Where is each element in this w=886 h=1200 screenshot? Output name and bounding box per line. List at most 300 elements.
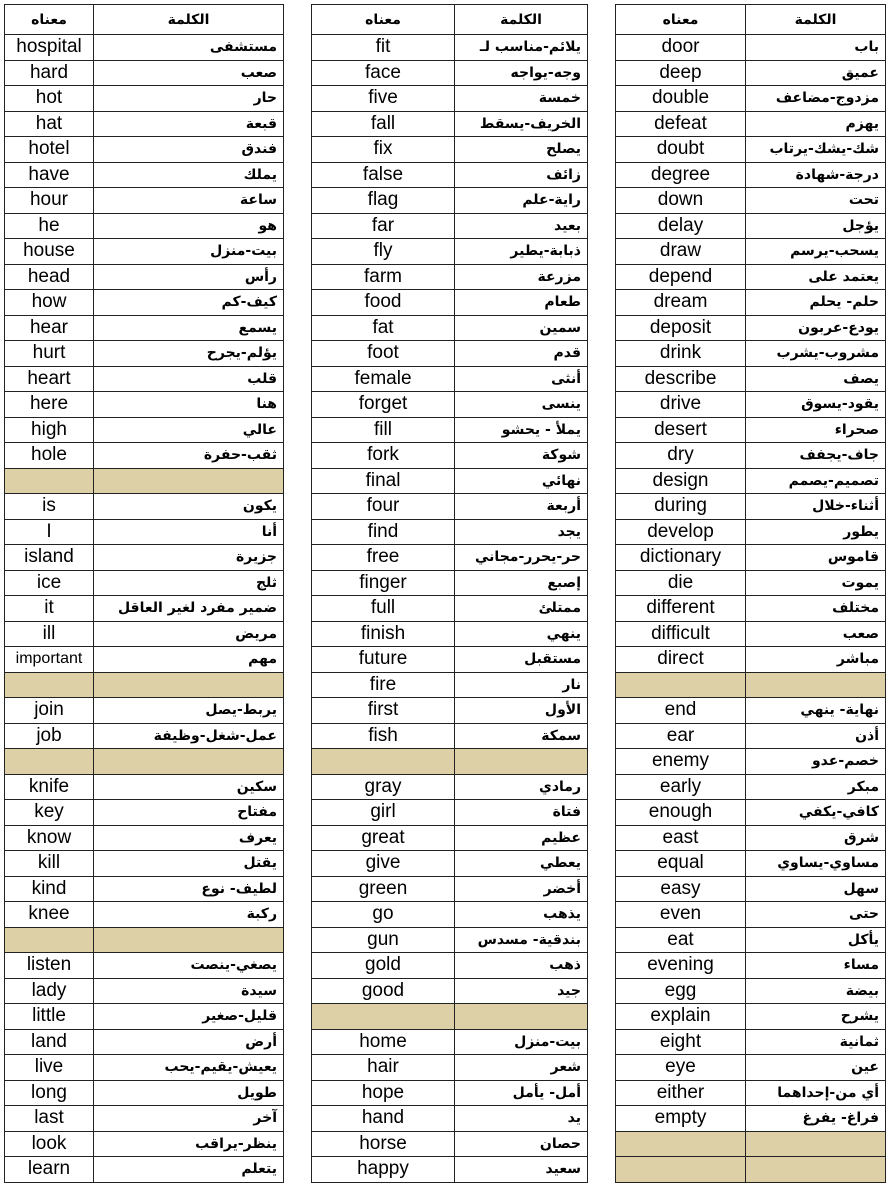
arabic-meaning-cell: الأول bbox=[455, 698, 588, 724]
table-row bbox=[312, 800, 588, 826]
english-word-cell: listen bbox=[5, 953, 94, 979]
arabic-meaning-cell: سعيد bbox=[455, 1157, 588, 1183]
separator-row bbox=[616, 1157, 886, 1183]
english-word-cell: different bbox=[616, 596, 746, 622]
arabic-meaning-cell: نار bbox=[455, 672, 588, 698]
table-row bbox=[312, 137, 588, 163]
arabic-meaning-cell: يلائم-مناسب لـ bbox=[455, 35, 588, 61]
table-row bbox=[5, 1131, 284, 1157]
english-word-cell: direct bbox=[616, 647, 746, 673]
table-row bbox=[5, 86, 284, 112]
table-row bbox=[312, 60, 588, 86]
english-word-cell: find bbox=[312, 519, 455, 545]
english-word-cell: five bbox=[312, 86, 455, 112]
arabic-meaning-cell: أنا bbox=[94, 519, 284, 545]
arabic-meaning-cell: فراغ- يفرغ bbox=[746, 1106, 886, 1132]
meaning-header: معناه bbox=[616, 5, 746, 35]
arabic-meaning-cell: رأس bbox=[94, 264, 284, 290]
english-word-cell: deep bbox=[616, 60, 746, 86]
english-word-cell: lady bbox=[5, 978, 94, 1004]
table-row bbox=[5, 443, 284, 469]
english-word-cell: depend bbox=[616, 264, 746, 290]
table-row bbox=[616, 647, 886, 673]
table-row bbox=[312, 927, 588, 953]
table-row bbox=[616, 494, 886, 520]
table-row bbox=[616, 519, 886, 545]
english-word-cell: finger bbox=[312, 570, 455, 596]
table-row bbox=[312, 1055, 588, 1081]
table-row bbox=[5, 366, 284, 392]
english-word-cell: door bbox=[616, 35, 746, 61]
english-word-cell: long bbox=[5, 1080, 94, 1106]
english-word-cell: good bbox=[312, 978, 455, 1004]
table-row bbox=[616, 366, 886, 392]
separator-row bbox=[5, 927, 284, 953]
table-row bbox=[5, 341, 284, 367]
arabic-meaning-cell: أنثى bbox=[455, 366, 588, 392]
table-row bbox=[616, 953, 886, 979]
english-word-cell: draw bbox=[616, 239, 746, 265]
arabic-meaning-cell: فتاة bbox=[455, 800, 588, 826]
arabic-meaning-cell: حر-يحرر-مجاني bbox=[455, 545, 588, 571]
english-word-cell: face bbox=[312, 60, 455, 86]
arabic-meaning-cell: ثقب-حفرة bbox=[94, 443, 284, 469]
arabic-meaning-cell: يؤلم-يجرح bbox=[94, 341, 284, 367]
arabic-meaning-cell: يطور bbox=[746, 519, 886, 545]
arabic-meaning-cell: عين bbox=[746, 1055, 886, 1081]
table-row bbox=[5, 417, 284, 443]
english-word-cell: last bbox=[5, 1106, 94, 1132]
arabic-meaning-cell: زائف bbox=[455, 162, 588, 188]
english-word-cell: dictionary bbox=[616, 545, 746, 571]
word-header: الكلمة bbox=[94, 5, 284, 35]
english-word-cell: ice bbox=[5, 570, 94, 596]
table-row bbox=[616, 621, 886, 647]
english-word-cell: eight bbox=[616, 1029, 746, 1055]
arabic-meaning-cell: مساوي-يساوي bbox=[746, 851, 886, 877]
table-row bbox=[616, 290, 886, 316]
table-row bbox=[5, 137, 284, 163]
table-row bbox=[5, 239, 284, 265]
english-word-cell: head bbox=[5, 264, 94, 290]
table-row bbox=[616, 749, 886, 775]
arabic-meaning-cell: لطيف- نوع bbox=[94, 876, 284, 902]
arabic-meaning-cell: خمسة bbox=[455, 86, 588, 112]
table-row bbox=[312, 978, 588, 1004]
arabic-meaning-cell: يصلح bbox=[455, 137, 588, 163]
english-word-cell: hurt bbox=[5, 341, 94, 367]
english-word-cell: hear bbox=[5, 315, 94, 341]
table-row bbox=[616, 417, 886, 443]
table-row bbox=[616, 596, 886, 622]
english-word-cell: four bbox=[312, 494, 455, 520]
table-row bbox=[5, 953, 284, 979]
arabic-meaning-cell: الخريف-يسقط bbox=[455, 111, 588, 137]
table-row bbox=[312, 443, 588, 469]
english-word-cell: desert bbox=[616, 417, 746, 443]
english-word-cell: happy bbox=[312, 1157, 455, 1183]
arabic-meaning-cell: شك-يشك-يرتاب bbox=[746, 137, 886, 163]
table-row bbox=[616, 1080, 886, 1106]
table-row bbox=[616, 774, 886, 800]
english-word-cell: defeat bbox=[616, 111, 746, 137]
table-row bbox=[312, 239, 588, 265]
arabic-meaning-cell: ذهب bbox=[455, 953, 588, 979]
meaning-header: معناه bbox=[5, 5, 94, 35]
english-word-cell: fork bbox=[312, 443, 455, 469]
table-row bbox=[616, 723, 886, 749]
arabic-meaning-cell: حار bbox=[94, 86, 284, 112]
english-word-cell: drive bbox=[616, 392, 746, 418]
arabic-meaning-cell: يربط-يصل bbox=[94, 698, 284, 724]
arabic-meaning-cell: طعام bbox=[455, 290, 588, 316]
english-word-cell: describe bbox=[616, 366, 746, 392]
english-word-cell: gray bbox=[312, 774, 455, 800]
english-word-cell: learn bbox=[5, 1157, 94, 1183]
english-word-cell: empty bbox=[616, 1106, 746, 1132]
english-word-cell: hole bbox=[5, 443, 94, 469]
arabic-meaning-cell: جزيرة bbox=[94, 545, 284, 571]
arabic-meaning-cell: قدم bbox=[455, 341, 588, 367]
arabic-meaning-cell: أثناء-خلال bbox=[746, 494, 886, 520]
english-word-cell: look bbox=[5, 1131, 94, 1157]
arabic-meaning-cell: يعتمد على bbox=[746, 264, 886, 290]
table-row bbox=[312, 162, 588, 188]
english-word-cell: drink bbox=[616, 341, 746, 367]
english-word-cell: heart bbox=[5, 366, 94, 392]
arabic-meaning-cell: آخر bbox=[94, 1106, 284, 1132]
arabic-meaning-cell: مريض bbox=[94, 621, 284, 647]
arabic-meaning-cell: يكون bbox=[94, 494, 284, 520]
arabic-meaning-cell: قاموس bbox=[746, 545, 886, 571]
english-word-cell: eat bbox=[616, 927, 746, 953]
separator-row bbox=[616, 1131, 886, 1157]
arabic-meaning-cell: نهاية- ينهي bbox=[746, 698, 886, 724]
table-row bbox=[616, 800, 886, 826]
arabic-meaning-cell: يشرح bbox=[746, 1004, 886, 1030]
arabic-meaning-cell: يموت bbox=[746, 570, 886, 596]
table-row bbox=[5, 162, 284, 188]
table-row bbox=[5, 60, 284, 86]
arabic-meaning-cell: يد bbox=[455, 1106, 588, 1132]
english-word-cell: hand bbox=[312, 1106, 455, 1132]
arabic-meaning-cell: أمل- يأمل bbox=[455, 1080, 588, 1106]
separator-cell bbox=[94, 468, 284, 494]
table-row bbox=[5, 1029, 284, 1055]
table-row bbox=[616, 1029, 886, 1055]
english-word-cell: live bbox=[5, 1055, 94, 1081]
arabic-meaning-cell: عميق bbox=[746, 60, 886, 86]
table-row bbox=[616, 851, 886, 877]
table-row bbox=[616, 111, 886, 137]
arabic-meaning-cell: حتى bbox=[746, 902, 886, 928]
arabic-meaning-cell: عالي bbox=[94, 417, 284, 443]
english-word-cell: design bbox=[616, 468, 746, 494]
arabic-meaning-cell: حصان bbox=[455, 1131, 588, 1157]
english-word-cell: explain bbox=[616, 1004, 746, 1030]
arabic-meaning-cell: يسحب-يرسم bbox=[746, 239, 886, 265]
english-word-cell: finish bbox=[312, 621, 455, 647]
word-header: الكلمة bbox=[746, 5, 886, 35]
arabic-meaning-cell: يذهب bbox=[455, 902, 588, 928]
arabic-meaning-cell: هو bbox=[94, 213, 284, 239]
table-row bbox=[5, 264, 284, 290]
arabic-meaning-cell: مختلف bbox=[746, 596, 886, 622]
table-row bbox=[312, 264, 588, 290]
arabic-meaning-cell: حلم- يحلم bbox=[746, 290, 886, 316]
english-word-cell: house bbox=[5, 239, 94, 265]
table-row bbox=[312, 290, 588, 316]
arabic-meaning-cell: فندق bbox=[94, 137, 284, 163]
table-row bbox=[616, 137, 886, 163]
english-word-cell: join bbox=[5, 698, 94, 724]
table-row bbox=[616, 162, 886, 188]
english-word-cell: hard bbox=[5, 60, 94, 86]
separator-cell bbox=[746, 1157, 886, 1183]
english-word-cell: fit bbox=[312, 35, 455, 61]
arabic-meaning-cell: ثلج bbox=[94, 570, 284, 596]
english-word-cell: free bbox=[312, 545, 455, 571]
arabic-meaning-cell: مزدوج-مضاعف bbox=[746, 86, 886, 112]
table-row bbox=[616, 264, 886, 290]
arabic-meaning-cell: ثمانية bbox=[746, 1029, 886, 1055]
english-word-cell: hope bbox=[312, 1080, 455, 1106]
separator-cell bbox=[455, 1004, 588, 1030]
table-row bbox=[312, 213, 588, 239]
table-row bbox=[616, 468, 886, 494]
separator-cell bbox=[5, 468, 94, 494]
table-row bbox=[5, 494, 284, 520]
arabic-meaning-cell: يصف bbox=[746, 366, 886, 392]
english-word-cell: fly bbox=[312, 239, 455, 265]
table-row bbox=[5, 290, 284, 316]
english-word-cell: ear bbox=[616, 723, 746, 749]
table-row bbox=[312, 111, 588, 137]
arabic-meaning-cell: يتعلم bbox=[94, 1157, 284, 1183]
arabic-meaning-cell: أي من-إحداهما bbox=[746, 1080, 886, 1106]
table-row bbox=[5, 111, 284, 137]
english-word-cell: how bbox=[5, 290, 94, 316]
arabic-meaning-cell: أرض bbox=[94, 1029, 284, 1055]
arabic-meaning-cell: أخضر bbox=[455, 876, 588, 902]
arabic-meaning-cell: يأكل bbox=[746, 927, 886, 953]
english-word-cell: false bbox=[312, 162, 455, 188]
table-row bbox=[312, 86, 588, 112]
separator-cell bbox=[455, 749, 588, 775]
arabic-meaning-cell: نهائي bbox=[455, 468, 588, 494]
table-row bbox=[312, 774, 588, 800]
english-word-cell: enemy bbox=[616, 749, 746, 775]
separator-cell bbox=[94, 927, 284, 953]
table-row bbox=[616, 1055, 886, 1081]
table-row bbox=[312, 1157, 588, 1183]
header-row bbox=[312, 5, 588, 35]
table-row bbox=[5, 570, 284, 596]
table-row bbox=[312, 570, 588, 596]
table-row bbox=[616, 698, 886, 724]
table-row bbox=[5, 825, 284, 851]
english-word-cell: final bbox=[312, 468, 455, 494]
arabic-meaning-cell: مفتاح bbox=[94, 800, 284, 826]
arabic-meaning-cell: قلب bbox=[94, 366, 284, 392]
arabic-meaning-cell: هنا bbox=[94, 392, 284, 418]
table-row bbox=[312, 341, 588, 367]
table-row bbox=[5, 774, 284, 800]
arabic-meaning-cell: ينسى bbox=[455, 392, 588, 418]
arabic-meaning-cell: باب bbox=[746, 35, 886, 61]
english-word-cell: foot bbox=[312, 341, 455, 367]
english-word-cell: fat bbox=[312, 315, 455, 341]
separator-cell bbox=[5, 672, 94, 698]
table-row bbox=[5, 978, 284, 1004]
arabic-meaning-cell: ركبة bbox=[94, 902, 284, 928]
arabic-meaning-cell: مبكر bbox=[746, 774, 886, 800]
table-row bbox=[312, 902, 588, 928]
arabic-meaning-cell: صعب bbox=[746, 621, 886, 647]
arabic-meaning-cell: ممتلئ bbox=[455, 596, 588, 622]
separator-cell bbox=[94, 672, 284, 698]
table-row bbox=[616, 570, 886, 596]
table-row bbox=[5, 698, 284, 724]
table-row bbox=[5, 1080, 284, 1106]
table-row bbox=[312, 851, 588, 877]
english-word-cell: degree bbox=[616, 162, 746, 188]
table-row bbox=[5, 315, 284, 341]
vocab-table-2 bbox=[311, 4, 588, 1183]
arabic-meaning-cell: مستشفى bbox=[94, 35, 284, 61]
table-row bbox=[616, 545, 886, 571]
english-word-cell: enough bbox=[616, 800, 746, 826]
english-word-cell: dry bbox=[616, 443, 746, 469]
table-row bbox=[312, 672, 588, 698]
table-row bbox=[616, 188, 886, 214]
arabic-meaning-cell: أربعة bbox=[455, 494, 588, 520]
vocab-table-1 bbox=[4, 4, 284, 1183]
separator-cell bbox=[616, 1131, 746, 1157]
table-row bbox=[312, 545, 588, 571]
english-word-cell: gun bbox=[312, 927, 455, 953]
arabic-meaning-cell: أذن bbox=[746, 723, 886, 749]
english-word-cell: give bbox=[312, 851, 455, 877]
english-word-cell: difficult bbox=[616, 621, 746, 647]
english-word-cell: either bbox=[616, 1080, 746, 1106]
table-row bbox=[312, 647, 588, 673]
english-word-cell: little bbox=[5, 1004, 94, 1030]
arabic-meaning-cell: جيد bbox=[455, 978, 588, 1004]
arabic-meaning-cell: ينهي bbox=[455, 621, 588, 647]
arabic-meaning-cell: راية-علم bbox=[455, 188, 588, 214]
arabic-meaning-cell: قبعة bbox=[94, 111, 284, 137]
table-row bbox=[312, 366, 588, 392]
arabic-meaning-cell: إصبع bbox=[455, 570, 588, 596]
english-word-cell: develop bbox=[616, 519, 746, 545]
arabic-meaning-cell: عظيم bbox=[455, 825, 588, 851]
english-word-cell: I bbox=[5, 519, 94, 545]
english-word-cell: hair bbox=[312, 1055, 455, 1081]
english-word-cell: even bbox=[616, 902, 746, 928]
english-word-cell: know bbox=[5, 825, 94, 851]
table-row bbox=[616, 341, 886, 367]
english-word-cell: first bbox=[312, 698, 455, 724]
separator-cell bbox=[616, 1157, 746, 1183]
arabic-meaning-cell: عمل-شغل-وظيفة bbox=[94, 723, 284, 749]
english-word-cell: key bbox=[5, 800, 94, 826]
table-row bbox=[312, 35, 588, 61]
arabic-meaning-cell: مباشر bbox=[746, 647, 886, 673]
english-word-cell: fix bbox=[312, 137, 455, 163]
arabic-meaning-cell: يعرف bbox=[94, 825, 284, 851]
english-word-cell: fire bbox=[312, 672, 455, 698]
english-word-cell: equal bbox=[616, 851, 746, 877]
arabic-meaning-cell: شعر bbox=[455, 1055, 588, 1081]
table-row bbox=[616, 1004, 886, 1030]
arabic-meaning-cell: درجة-شهادة bbox=[746, 162, 886, 188]
table-row bbox=[616, 315, 886, 341]
arabic-meaning-cell: صحراء bbox=[746, 417, 886, 443]
arabic-meaning-cell: يملأ - يحشو bbox=[455, 417, 588, 443]
english-word-cell: during bbox=[616, 494, 746, 520]
table-row bbox=[616, 1106, 886, 1132]
header-row bbox=[616, 5, 886, 35]
table-row bbox=[616, 239, 886, 265]
arabic-meaning-cell: شوكة bbox=[455, 443, 588, 469]
table-row bbox=[616, 825, 886, 851]
separator-row bbox=[5, 672, 284, 698]
english-word-cell: fall bbox=[312, 111, 455, 137]
arabic-meaning-cell: خصم-عدو bbox=[746, 749, 886, 775]
english-word-cell: ill bbox=[5, 621, 94, 647]
english-word-cell: he bbox=[5, 213, 94, 239]
separator-cell bbox=[94, 749, 284, 775]
arabic-meaning-cell: بيضة bbox=[746, 978, 886, 1004]
table-row bbox=[5, 621, 284, 647]
table-row bbox=[616, 35, 886, 61]
english-word-cell: here bbox=[5, 392, 94, 418]
separator-cell bbox=[5, 749, 94, 775]
table-row bbox=[312, 596, 588, 622]
table-row bbox=[312, 621, 588, 647]
table-row bbox=[312, 392, 588, 418]
arabic-meaning-cell: ذبابة-يطير bbox=[455, 239, 588, 265]
arabic-meaning-cell: ضمير مفرد لغير العاقل bbox=[94, 596, 284, 622]
arabic-meaning-cell: يعيش-يقيم-يحب bbox=[94, 1055, 284, 1081]
table-row bbox=[5, 1004, 284, 1030]
english-word-cell: important bbox=[5, 647, 94, 673]
english-word-cell: flag bbox=[312, 188, 455, 214]
english-word-cell: hotel bbox=[5, 137, 94, 163]
table-row bbox=[5, 188, 284, 214]
english-word-cell: food bbox=[312, 290, 455, 316]
arabic-meaning-cell: كافي-يكفي bbox=[746, 800, 886, 826]
english-word-cell: job bbox=[5, 723, 94, 749]
english-word-cell: hot bbox=[5, 86, 94, 112]
separator-row bbox=[312, 749, 588, 775]
arabic-meaning-cell: جاف-يجفف bbox=[746, 443, 886, 469]
english-word-cell: east bbox=[616, 825, 746, 851]
arabic-meaning-cell: سمكة bbox=[455, 723, 588, 749]
arabic-meaning-cell: تحت bbox=[746, 188, 886, 214]
table-row bbox=[5, 851, 284, 877]
english-word-cell: green bbox=[312, 876, 455, 902]
table-row bbox=[312, 188, 588, 214]
table-row bbox=[312, 723, 588, 749]
table-row bbox=[5, 596, 284, 622]
separator-cell bbox=[312, 749, 455, 775]
arabic-meaning-cell: يودع-عربون bbox=[746, 315, 886, 341]
table-row bbox=[5, 902, 284, 928]
english-word-cell: have bbox=[5, 162, 94, 188]
arabic-meaning-cell: سكين bbox=[94, 774, 284, 800]
